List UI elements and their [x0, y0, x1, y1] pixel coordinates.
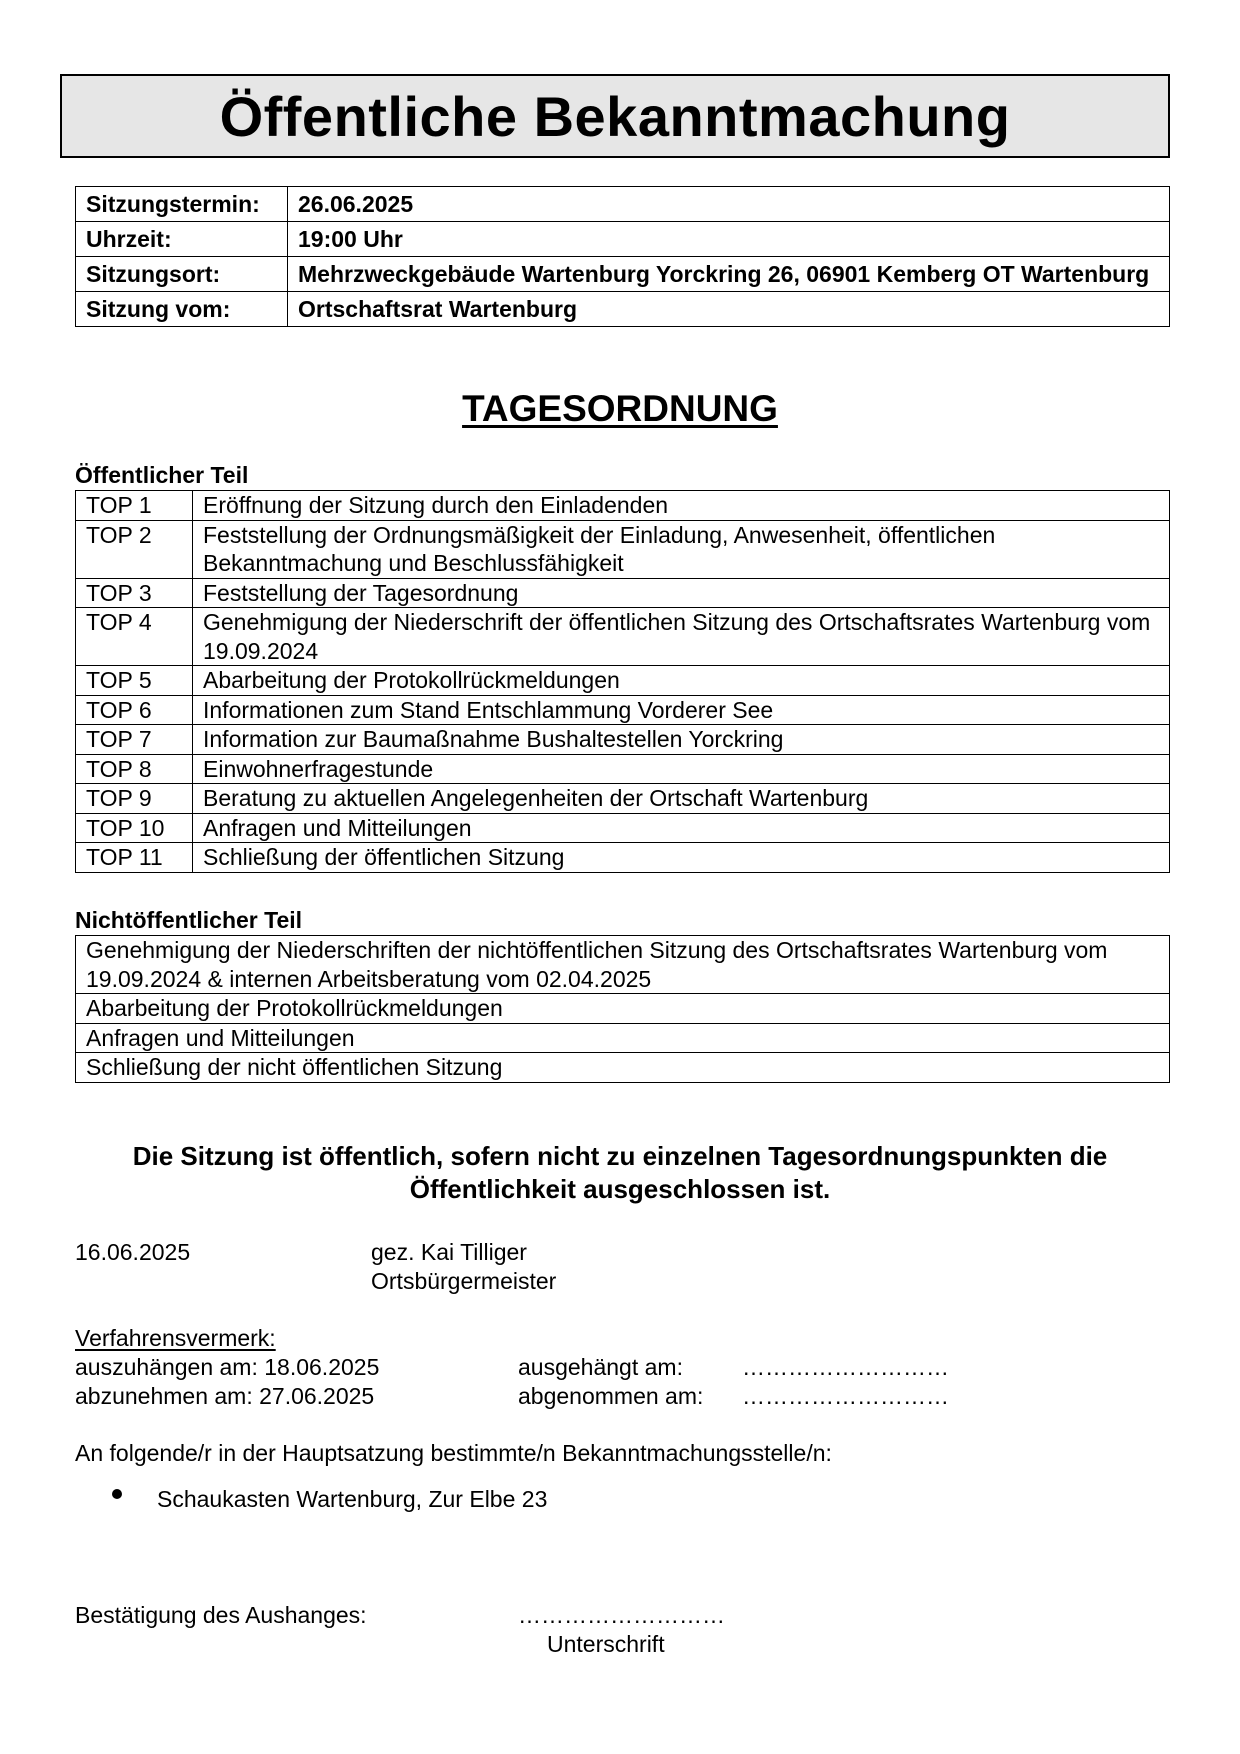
agenda-top-number: TOP 10: [76, 813, 193, 843]
agenda-top-number: TOP 5: [76, 666, 193, 696]
agenda-item-text: Genehmigung der Niederschriften der nichtöffentlichen Sitzung des Ortschaftsrates Wartenburg vom 19.09.2024 & internen Arbeitsberatung vom 02.04.2025: [76, 936, 1170, 994]
agenda-row: [76, 994, 1170, 1024]
taken-label: abgenommen am:: [518, 1383, 704, 1409]
agenda-item-text: Schließung der öffentlichen Sitzung: [193, 843, 1170, 873]
public-agenda-table: [75, 490, 1170, 873]
agenda-top-number: TOP 11: [76, 843, 193, 873]
signature-label: Unterschrift: [547, 1631, 665, 1657]
agenda-top-number: TOP 6: [76, 695, 193, 725]
location-intro: An folgende/r in der Hauptsatzung bestimmte/n Bekanntmachungsstelle/n:: [75, 1440, 832, 1466]
agenda-top-number: TOP 4: [76, 608, 193, 666]
agenda-item-text: Eröffnung der Sitzung durch den Einladenden: [193, 491, 1170, 521]
meeting-info-row: [76, 292, 1170, 327]
location-item: Schaukasten Wartenburg, Zur Elbe 23: [157, 1486, 548, 1512]
agenda-row: [76, 695, 1170, 725]
agenda-row: [76, 813, 1170, 843]
agenda-item-text: Anfragen und Mitteilungen: [76, 1023, 1170, 1053]
agenda-row: [76, 1023, 1170, 1053]
agenda-row: [76, 1053, 1170, 1083]
confirmation-dots: ………………………: [518, 1602, 725, 1628]
meeting-info-label: Sitzung vom:: [76, 292, 288, 327]
meeting-info-value: Ortschaftsrat Wartenburg: [288, 292, 1170, 327]
agenda-row: [76, 784, 1170, 814]
agenda-top-number: TOP 9: [76, 784, 193, 814]
agenda-row: [76, 754, 1170, 784]
agenda-item-text: Information zur Baumaßnahme Bushaltestellen Yorckring: [193, 725, 1170, 755]
page-title: Öffentliche Bekanntmachung: [219, 84, 1011, 148]
agenda-item-text: Feststellung der Ordnungsmäßigkeit der Einladung, Anwesenheit, öffentlichen Bekanntmachung und Beschlussfähigkeit: [193, 520, 1170, 578]
agenda-top-number: TOP 3: [76, 578, 193, 608]
hung-label: ausgehängt am:: [518, 1354, 683, 1380]
agenda-title: [0, 388, 1240, 430]
agenda-row: [76, 608, 1170, 666]
meeting-info-row: [76, 257, 1170, 292]
meeting-info-row: [76, 222, 1170, 257]
procedure-heading: Verfahrensvermerk:: [75, 1325, 276, 1351]
remove-date: abzunehmen am: 27.06.2025: [75, 1383, 375, 1409]
agenda-item-text: Abarbeitung der Protokollrückmeldungen: [193, 666, 1170, 696]
bullet-icon: [112, 1489, 122, 1499]
agenda-item-text: Abarbeitung der Protokollrückmeldungen: [76, 994, 1170, 1024]
nonpublic-agenda-table: [75, 935, 1170, 1083]
agenda-item-text: Informationen zum Stand Entschlammung Vorderer See: [193, 695, 1170, 725]
agenda-row: [76, 936, 1170, 994]
confirmation-label: Bestätigung des Aushanges:: [75, 1602, 367, 1628]
meeting-info-label: Uhrzeit:: [76, 222, 288, 257]
meeting-info-label: Sitzungsort:: [76, 257, 288, 292]
agenda-item-text: Beratung zu aktuellen Angelegenheiten der Ortschaft Wartenburg: [193, 784, 1170, 814]
title-box: [60, 74, 1170, 158]
agenda-row: [76, 843, 1170, 873]
agenda-row: [76, 520, 1170, 578]
agenda-title-text: TAGESORDNUNG: [462, 388, 778, 429]
agenda-item-text: Schließung der nicht öffentlichen Sitzung: [76, 1053, 1170, 1083]
signature-role: Ortsbürgermeister: [371, 1268, 557, 1294]
meeting-info-value: 19:00 Uhr: [288, 222, 1170, 257]
agenda-top-number: TOP 8: [76, 754, 193, 784]
agenda-top-number: TOP 7: [76, 725, 193, 755]
hang-date: auszuhängen am: 18.06.2025: [75, 1354, 380, 1380]
agenda-item-text: Feststellung der Tagesordnung: [193, 578, 1170, 608]
meeting-info-value: 26.06.2025: [288, 187, 1170, 222]
signature-name: gez. Kai Tilliger: [371, 1239, 527, 1265]
public-notice: Die Sitzung ist öffentlich, sofern nicht zu einzelnen Tagesordnungspunkten die Öffentlichkeit ausgeschlossen ist.: [132, 1141, 1108, 1204]
nonpublic-part-heading: Nichtöffentlicher Teil: [75, 907, 303, 933]
meeting-info-label: Sitzungstermin:: [76, 187, 288, 222]
meeting-info-row: [76, 187, 1170, 222]
agenda-row: [76, 666, 1170, 696]
public-part-heading: Öffentlicher Teil: [75, 462, 249, 488]
agenda-item-text: Anfragen und Mitteilungen: [193, 813, 1170, 843]
hung-dots: ………………………: [742, 1354, 949, 1380]
signature-date: 16.06.2025: [75, 1239, 191, 1265]
meeting-info-table: [75, 186, 1170, 327]
meeting-info-value: Mehrzweckgebäude Wartenburg Yorckring 26, 06901 Kemberg OT Wartenburg: [288, 257, 1170, 292]
agenda-item-text: Einwohnerfragestunde: [193, 754, 1170, 784]
agenda-row: [76, 491, 1170, 521]
agenda-row: [76, 578, 1170, 608]
agenda-item-text: Genehmigung der Niederschrift der öffentlichen Sitzung des Ortschaftsrates Wartenburg vom 19.09.2024: [193, 608, 1170, 666]
agenda-top-number: TOP 2: [76, 520, 193, 578]
taken-dots: ………………………: [742, 1383, 949, 1409]
agenda-row: [76, 725, 1170, 755]
agenda-top-number: TOP 1: [76, 491, 193, 521]
